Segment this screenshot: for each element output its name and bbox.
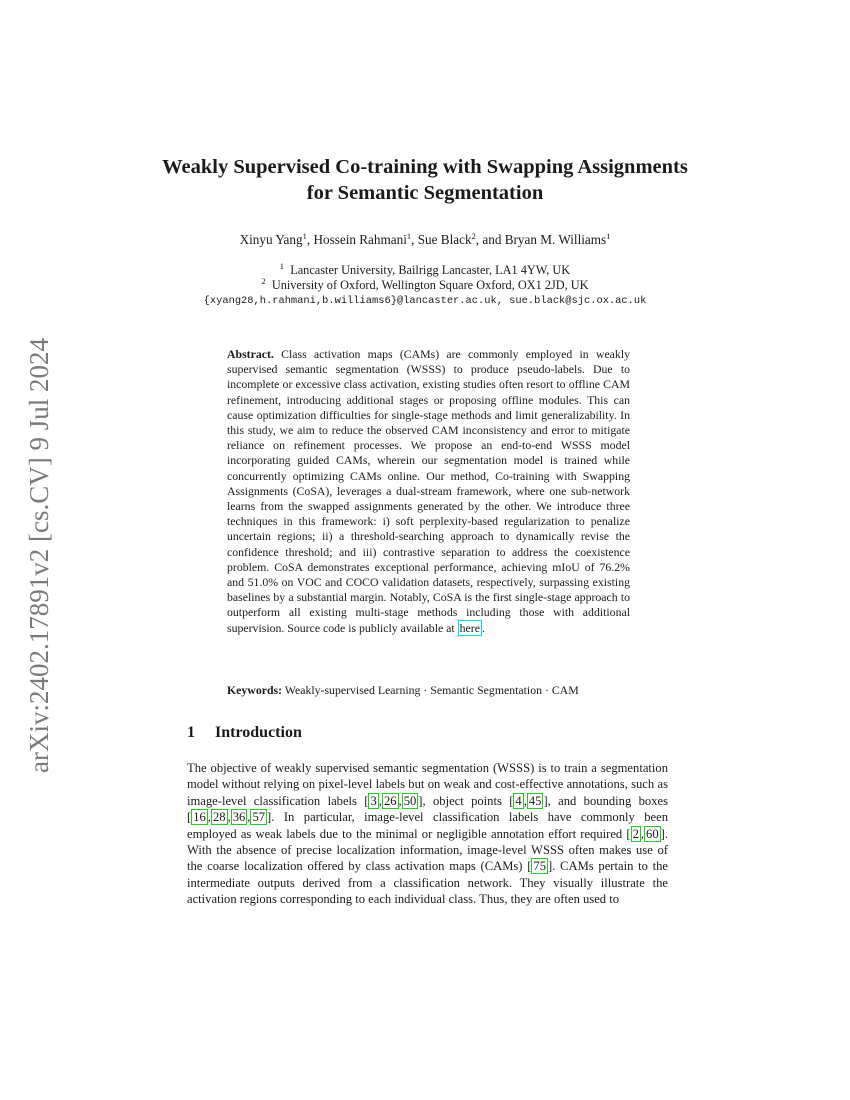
intro-text: , and bounding boxes xyxy=(547,793,668,808)
affiliation-number: 1 xyxy=(279,261,285,271)
affiliation xyxy=(120,278,730,293)
keywords xyxy=(227,683,647,698)
citation-link[interactable]: 4 xyxy=(515,793,522,808)
citation-group: [ 16 , 28 , 36 , 57 ] xyxy=(187,810,272,825)
affiliation-list xyxy=(120,263,730,293)
section-title: Introduction xyxy=(215,724,302,741)
abstract-end: . xyxy=(481,620,485,635)
citation-link[interactable]: 3 xyxy=(370,793,377,808)
citation-link[interactable]: 26 xyxy=(383,793,397,808)
citation-link[interactable]: 2 xyxy=(632,826,639,841)
author-name: Sue Black xyxy=(417,232,472,247)
citation-group: [ 75 ] xyxy=(527,859,553,874)
citation-group: [ 3 , 26 , 50 ] xyxy=(364,793,423,808)
paper-title: Weakly Supervised Co-training with Swapping Assignments for Semantic Segmentation xyxy=(162,156,688,204)
abstract-text: Class activation maps (CAMs) are commonly employed in weakly supervised semantic segmentation (WSSS) to produce pseudo-labels. Due to incomplete or excessive class activation, existing studies often resort to offline CAM refinement, introducing additional stages or proposing offline modules. This can cause optimization difficulties for single-stage methods and limit generalizability. In this study, we aim to reduce the observed CAM inconsistency and error to mitigate reliance on refinement processes. We propose an end-to-end WSSS model incorporating guided CAMs, wherein our segmentation model is trained while concurrently optimizing CAMs online. Our method, Co-training with Swapping Assignments (CoSA), leverages a dual-stream framework, where one sub-network learns from the swapped assignments generated by the other. We introduce three techniques in this framework: i) soft perplexity-based regularization to penalize uncertain regions; ii) a threshold-searching approach to dynamically revise the confidence threshold; and iii) contrastive separation to address the coexistence problem. CoSA demonstrates exceptional performance, achieving mIoU of 76.2% and 51.0% on VOC and COCO validation datasets, respectively, surpassing existing baselines by a substantial margin. Notably, CoSA is the first single-stage approach to outperform all existing multi-stage methods including those with additional supervision. Source code is publicly available at xyxy=(227,347,630,635)
affiliation-text: University of Oxford, Wellington Square Oxford, OX1 2JD, UK xyxy=(271,278,589,292)
citation-group: [ 2 , 60 ] xyxy=(626,826,665,841)
citation-link[interactable]: 16 xyxy=(193,810,206,825)
citation-link[interactable]: 36 xyxy=(232,810,246,825)
intro-text: . With the absence of precise localization information, image-level WSSS often makes use of the coarse localization offered by class activation maps (CAMs) xyxy=(187,826,668,874)
author-emails: {xyang28,h.rahmani,b.williams6}@lancaster.ac.uk, sue.black@sjc.ox.ac.uk xyxy=(203,295,647,307)
introduction-paragraph xyxy=(187,760,668,908)
author-name: Bryan M. Williams xyxy=(504,232,607,247)
citation-link[interactable]: 75 xyxy=(533,859,547,874)
citation-link[interactable]: 50 xyxy=(403,793,417,808)
author-affiliation-mark: 1 xyxy=(406,231,412,241)
author-list: Xinyu Yang$^1$, Hossein Rahmani$^1$, Sue Black$^2$, and Bryan M. Williams$^1$ xyxy=(239,231,611,247)
intro-text: . CAMs pertain to the intermediate outputs derived from a classification network. They visually illustrate the activation regions corresponding to each individual class. Thus, they are often used to xyxy=(187,859,668,907)
author-name: Xinyu Yang xyxy=(239,232,303,247)
author-affiliation-mark: 1 xyxy=(606,231,611,241)
affiliation-text: Lancaster University, Bailrigg Lancaster, LA1 4YW, UK xyxy=(290,263,571,277)
arxiv-identifier: arXiv:2402.17891v2 [cs.CV] 9 Jul 2024 xyxy=(24,338,54,773)
section-number: 1 xyxy=(187,724,195,741)
abstract xyxy=(227,347,630,636)
intro-text: The objective of weakly supervised semantic segmentation (WSSS) is to train a segmentation model without relying on pixel-level labels but on weak and cost-effective annotations, such as image-level classification labels xyxy=(187,761,668,808)
citation-link[interactable]: 60 xyxy=(646,826,659,841)
affiliation xyxy=(120,263,730,278)
section-heading xyxy=(187,724,302,742)
abstract-label: Abstract. xyxy=(227,347,274,361)
affiliation-number: 2 xyxy=(261,276,266,286)
author-affiliation-mark: 2 xyxy=(471,231,476,241)
author-name: Hossein Rahmani xyxy=(313,232,407,247)
author-affiliation-mark: 1 xyxy=(302,231,307,241)
source-code-link[interactable]: here xyxy=(459,620,480,635)
citation-link[interactable]: 45 xyxy=(528,793,542,808)
arxiv-side-stamp xyxy=(19,305,55,775)
intro-text: . In particular, image-level classification labels have commonly been employed as weak labels due to the minimal or negligible annotation effort required xyxy=(187,810,668,841)
citation-group: [ 4 , 45 ] xyxy=(509,793,548,808)
keywords-label: Keywords: xyxy=(227,683,283,697)
citation-link[interactable]: 28 xyxy=(212,810,226,825)
keywords-text: Weakly-supervised Learning · Semantic Segmentation · CAM xyxy=(284,683,579,697)
intro-text: , object points xyxy=(422,793,510,808)
citation-link[interactable]: 57 xyxy=(252,810,266,825)
